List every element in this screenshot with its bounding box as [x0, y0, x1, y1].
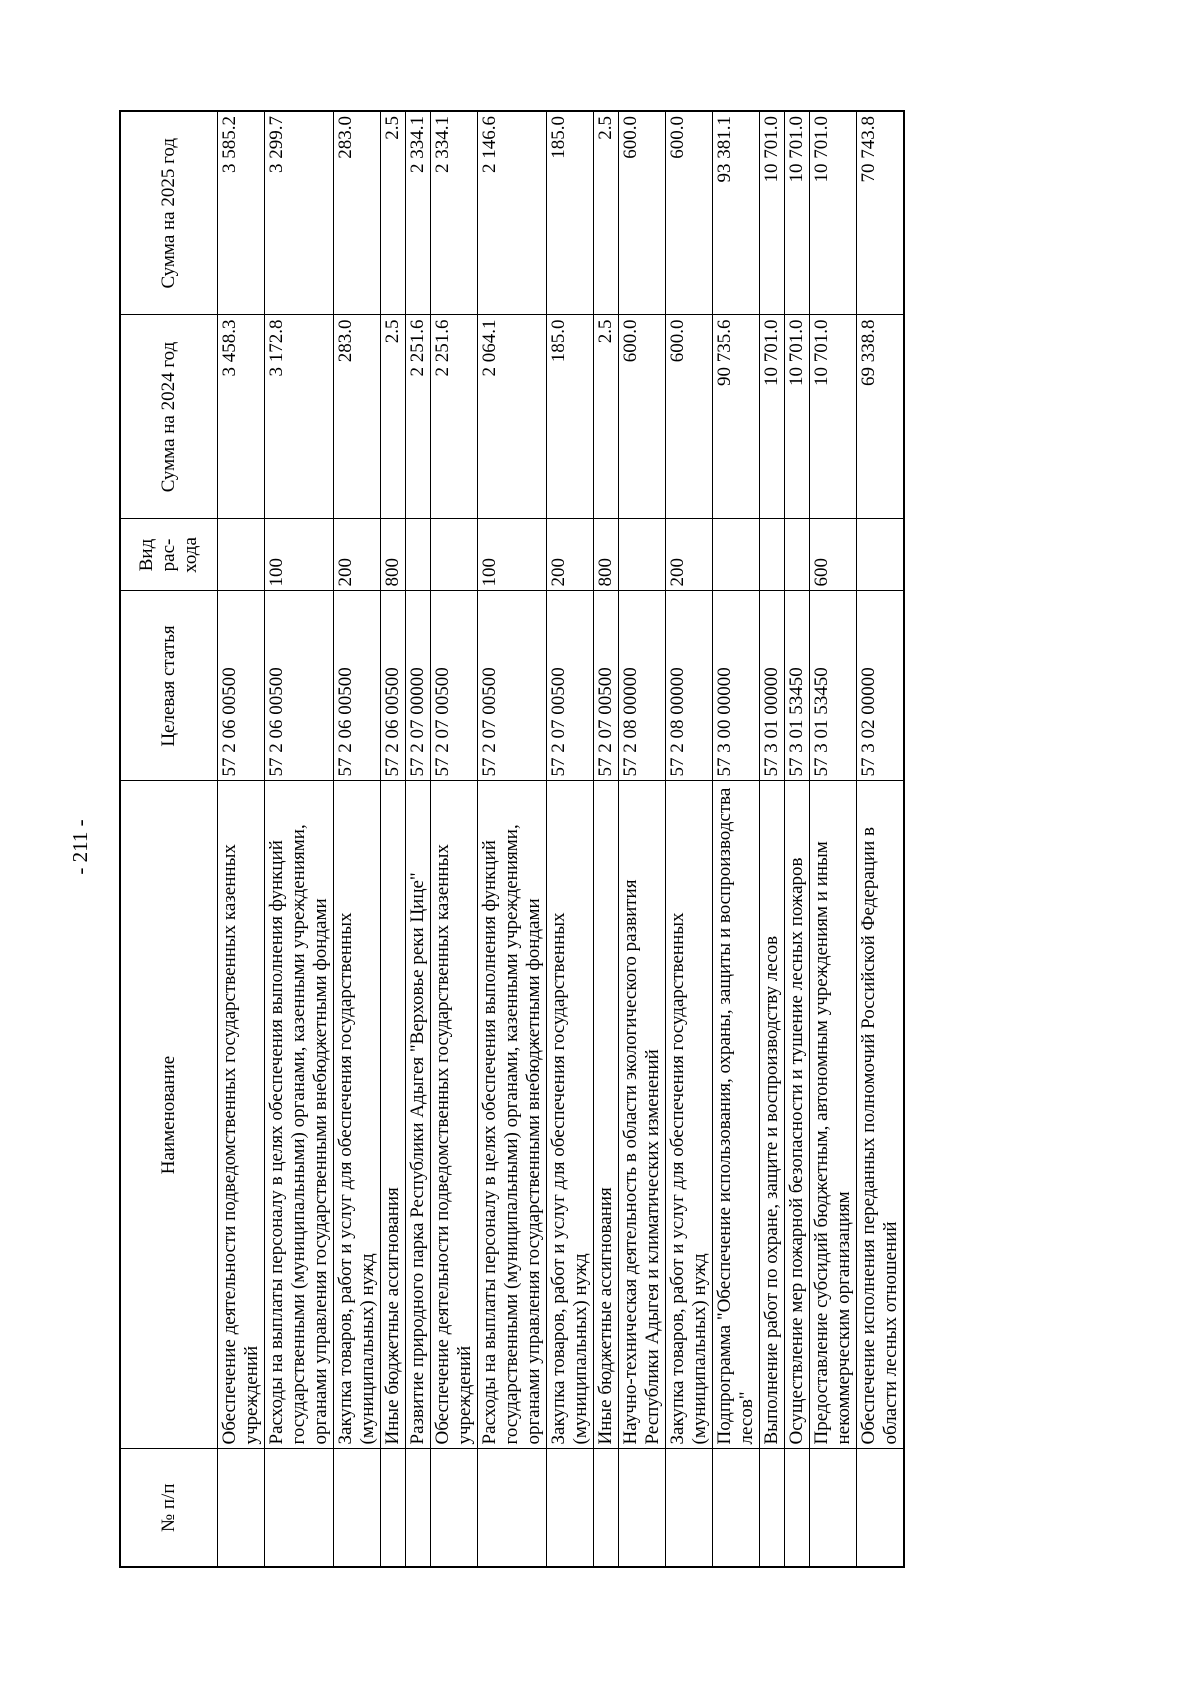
- cell-sum-2024: 3 458.3: [218, 315, 265, 519]
- cell-expense-type: [218, 519, 265, 591]
- cell-target-code: 57 2 07 00500: [431, 591, 478, 781]
- table-row: [218, 111, 265, 1567]
- cell-name: Обеспечение деятельности подведомственных государственных казенных учреждений: [218, 781, 265, 1449]
- cell-expense-type: 600: [810, 519, 857, 591]
- table-header-row: [120, 111, 218, 1567]
- table-row: [478, 111, 547, 1567]
- header-vid: Вид рас-хода: [120, 519, 218, 591]
- cell-sum-2024: 2 251.6: [406, 315, 431, 519]
- cell-name: Закупка товаров, работ и услуг для обеспечения государственных (муниципальных) нужд: [666, 781, 713, 1449]
- table-row: [381, 111, 406, 1567]
- table-row: [857, 111, 905, 1567]
- cell-expense-type: [857, 519, 905, 591]
- cell-sum-2025: 2 334.1: [406, 111, 431, 315]
- cell-sum-2025: 185.0: [547, 111, 594, 315]
- header-sum-2025: Сумма на 2025 год: [120, 111, 218, 315]
- budget-table: [119, 110, 905, 1568]
- cell-name: Расходы на выплаты персоналу в целях обеспечения выполнения функций государственными (муниципальными) органами, казенными учреждениями, органами управления государственными внебюджетными фондами: [478, 781, 547, 1449]
- cell-expense-type: 800: [594, 519, 619, 591]
- cell-expense-type: [406, 519, 431, 591]
- table-row: [785, 111, 810, 1567]
- cell-name: Предоставление субсидий бюджетным, автономным учреждениям и иным некоммерческим организациям: [810, 781, 857, 1449]
- cell-sum-2024: 2 064.1: [478, 315, 547, 519]
- cell-name: Обеспечение исполнения переданных полномочий Российской Федерации в области лесных отношений: [857, 781, 905, 1449]
- cell-name: Закупка товаров, работ и услуг для обеспечения государственных (муниципальных) нужд: [547, 781, 594, 1449]
- cell-sum-2024: 600.0: [666, 315, 713, 519]
- cell-expense-type: 100: [478, 519, 547, 591]
- cell-target-code: 57 2 06 00500: [334, 591, 381, 781]
- cell-sum-2025: 10 701.0: [810, 111, 857, 315]
- cell-name: Обеспечение деятельности подведомственных государственных казенных учреждений: [431, 781, 478, 1449]
- table-row: [431, 111, 478, 1567]
- cell-target-code: 57 2 07 00500: [547, 591, 594, 781]
- cell-sum-2025: 2 146.6: [478, 111, 547, 315]
- cell-expense-type: [760, 519, 785, 591]
- cell-name: Закупка товаров, работ и услуг для обеспечения государственных (муниципальных) нужд: [334, 781, 381, 1449]
- cell-num: [594, 1449, 619, 1567]
- header-name: Наименование: [120, 781, 218, 1449]
- cell-target-code: 57 2 06 00500: [218, 591, 265, 781]
- cell-target-code: 57 2 08 00000: [619, 591, 666, 781]
- cell-target-code: 57 3 01 53450: [785, 591, 810, 781]
- page-number: - 211 -: [67, 819, 92, 875]
- cell-num: [218, 1449, 265, 1567]
- cell-target-code: 57 2 07 00000: [406, 591, 431, 781]
- cell-target-code: 57 2 07 00500: [478, 591, 547, 781]
- cell-name: Подпрограмма "Обеспечение использования, охраны, защиты и воспроизводства лесов": [713, 781, 760, 1449]
- cell-expense-type: 200: [334, 519, 381, 591]
- cell-sum-2025: 283.0: [334, 111, 381, 315]
- cell-sum-2025: 2 334.1: [431, 111, 478, 315]
- table-row: [713, 111, 760, 1567]
- table-row: [334, 111, 381, 1567]
- cell-num: [713, 1449, 760, 1567]
- cell-num: [810, 1449, 857, 1567]
- cell-name: Выполнение работ по охране, защите и воспроизводству лесов: [760, 781, 785, 1449]
- table-row: [406, 111, 431, 1567]
- cell-target-code: 57 3 01 00000: [760, 591, 785, 781]
- cell-sum-2025: 2.5: [381, 111, 406, 315]
- cell-name: Расходы на выплаты персоналу в целях обеспечения выполнения функций государственными (муниципальными) органами, казенными учреждениями, органами управления государственными внебюджетными фондами: [265, 781, 334, 1449]
- cell-target-code: 57 3 00 00000: [713, 591, 760, 781]
- cell-num: [381, 1449, 406, 1567]
- cell-sum-2025: 600.0: [619, 111, 666, 315]
- cell-sum-2024: 600.0: [619, 315, 666, 519]
- cell-num: [406, 1449, 431, 1567]
- cell-sum-2024: 2 251.6: [431, 315, 478, 519]
- table-row: [619, 111, 666, 1567]
- table-row: [594, 111, 619, 1567]
- cell-num: [478, 1449, 547, 1567]
- cell-num: [265, 1449, 334, 1567]
- cell-name: Иные бюджетные ассигнования: [381, 781, 406, 1449]
- cell-expense-type: 200: [547, 519, 594, 591]
- cell-target-code: 57 2 08 00000: [666, 591, 713, 781]
- cell-expense-type: [785, 519, 810, 591]
- cell-sum-2024: 2.5: [594, 315, 619, 519]
- table-row: [810, 111, 857, 1567]
- cell-target-code: 57 3 02 00000: [857, 591, 905, 781]
- cell-target-code: 57 3 01 53450: [810, 591, 857, 781]
- cell-sum-2025: 70 743.8: [857, 111, 905, 315]
- cell-sum-2025: 10 701.0: [785, 111, 810, 315]
- table-row: [666, 111, 713, 1567]
- cell-sum-2024: 10 701.0: [785, 315, 810, 519]
- cell-num: [785, 1449, 810, 1567]
- cell-expense-type: [713, 519, 760, 591]
- cell-name: Осуществление мер пожарной безопасности и тушение лесных пожаров: [785, 781, 810, 1449]
- rotated-table-container: [119, 112, 1081, 1568]
- cell-target-code: 57 2 06 00500: [381, 591, 406, 781]
- cell-num: [619, 1449, 666, 1567]
- cell-expense-type: 800: [381, 519, 406, 591]
- cell-name: Развитие природного парка Республики Адыгея "Верховье реки Цице": [406, 781, 431, 1449]
- cell-num: [547, 1449, 594, 1567]
- cell-name: Иные бюджетные ассигнования: [594, 781, 619, 1449]
- cell-sum-2024: 10 701.0: [810, 315, 857, 519]
- cell-expense-type: [619, 519, 666, 591]
- cell-sum-2024: 10 701.0: [760, 315, 785, 519]
- cell-num: [857, 1449, 905, 1567]
- cell-expense-type: 200: [666, 519, 713, 591]
- cell-sum-2024: 69 338.8: [857, 315, 905, 519]
- header-code: Целевая статья: [120, 591, 218, 781]
- cell-name: Научно-техническая деятельность в области экологического развития Республики Адыгея и климатических изменений: [619, 781, 666, 1449]
- cell-sum-2025: 3 585.2: [218, 111, 265, 315]
- cell-sum-2024: 3 172.8: [265, 315, 334, 519]
- cell-sum-2025: 600.0: [666, 111, 713, 315]
- cell-num: [760, 1449, 785, 1567]
- table-row: [265, 111, 334, 1567]
- cell-expense-type: 100: [265, 519, 334, 591]
- table-row: [760, 111, 785, 1567]
- cell-target-code: 57 2 07 00500: [594, 591, 619, 781]
- cell-sum-2025: 3 299.7: [265, 111, 334, 315]
- cell-sum-2024: 283.0: [334, 315, 381, 519]
- cell-sum-2024: 90 735.6: [713, 315, 760, 519]
- cell-sum-2024: 185.0: [547, 315, 594, 519]
- header-sum-2024: Сумма на 2024 год: [120, 315, 218, 519]
- cell-sum-2025: 2.5: [594, 111, 619, 315]
- cell-sum-2024: 2.5: [381, 315, 406, 519]
- cell-target-code: 57 2 06 00500: [265, 591, 334, 781]
- cell-sum-2025: 93 381.1: [713, 111, 760, 315]
- cell-sum-2025: 10 701.0: [760, 111, 785, 315]
- cell-num: [666, 1449, 713, 1567]
- table-row: [547, 111, 594, 1567]
- cell-expense-type: [431, 519, 478, 591]
- cell-num: [431, 1449, 478, 1567]
- cell-num: [334, 1449, 381, 1567]
- header-num: № п/п: [120, 1449, 218, 1567]
